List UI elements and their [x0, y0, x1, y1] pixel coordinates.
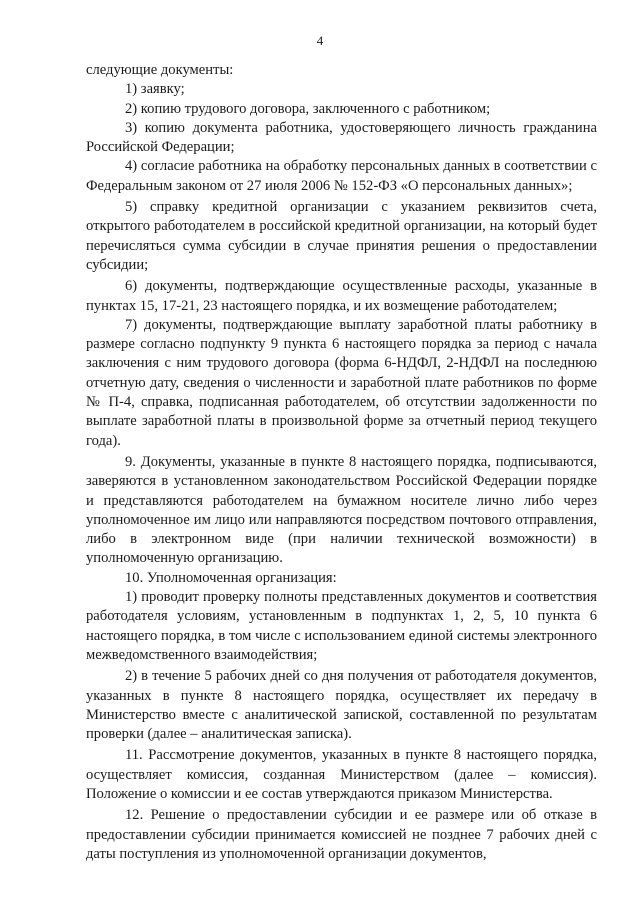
list-item-2: 2) копию трудового договора, заключенного с работником; — [125, 100, 491, 117]
list-item-4: 4) согласие работника на обработку персональных данных в соответствии с Федеральным законом от 27 июля 2006 № 152-ФЗ «О персональных данных»; — [86, 158, 597, 194]
clause-11: 11. Рассмотрение документов, указанных в пункте 8 настоящего порядка, осуществляет комиссия, созданная Министерством (далее – комиссия). Положение о комиссии и ее состав утверждаются приказом Министерства. — [86, 747, 597, 802]
list-item-6: 6) документы, подтверждающие осуществленные расходы, указанные в пунктах 15, 17-21, 23 настоящего порядка, и их возмещение работодателем; — [86, 278, 597, 314]
list-item-5: 5) справку кредитной организации с указанием реквизитов счета, открытого работодателем в российской кредитной организации, на который будет перечисляться сумма субсидии в случае принятия решения о предоставлении субсидии; — [86, 199, 597, 273]
list-item-7: 7) документы, подтверждающие выплату заработной платы работнику в размере согласно подпункту 9 пункта 6 настоящего порядка за период с начала заключения с ним трудового договора (форма 6-НДФЛ, 2-НДФЛ на последнюю отчетную дату, сведения о численности и заработной плате работников по форме № П-4, справка, подписанная работодателем, об отсутствии задолженности по выплате заработной платы в произвольной форме за отчетный период текущего года). — [86, 316, 597, 449]
list-item-3: 3) копию документа работника, удостоверяющего личность гражданина Российской Федерации; — [86, 119, 597, 156]
paragraph-intro: следующие документы: — [86, 62, 234, 78]
clause-10-item-1: 1) проводит проверку полноты представленных документов и соответствия работодателя условиям, установленным в подпунктах 1, 2, 5, 10 пункта 6 настоящего порядка, в том числе с использованием единой системы электронного межведомственного взаимодействия; — [86, 589, 597, 663]
document-body — [86, 61, 597, 864]
list-item-1: 1) заявку; — [125, 81, 185, 98]
clause-9: 9. Документы, указанные в пункте 8 настоящего порядка, подписываются, заверяются в установленном законодательством Российской Федерации порядке и представляются работодателем на бумажном носителе лично либо через уполномоченное им лицо или направляются посредством почтового отправления, либо в электронном виде (при наличии технической возможности) в уполномоченную организацию. — [86, 453, 597, 567]
clause-12: 12. Решение о предоставлении субсидии и ее размере или об отказе в предоставлении субсидии принимается комиссией не позднее 7 рабочих дней с даты поступления из уполномоченной организации документов, — [86, 807, 597, 862]
clause-10-item-2: 2) в течение 5 рабочих дней со дня получения от работодателя документов, указанных в пункте 8 настоящего порядка, осуществляет их передачу в Министерство вместе с аналитической запиской, составленной по результатам проверки (далее – аналитическая записка). — [86, 668, 597, 743]
page-number: 4 — [316, 33, 324, 48]
clause-10: 10. Уполномоченная организация: — [125, 569, 337, 586]
